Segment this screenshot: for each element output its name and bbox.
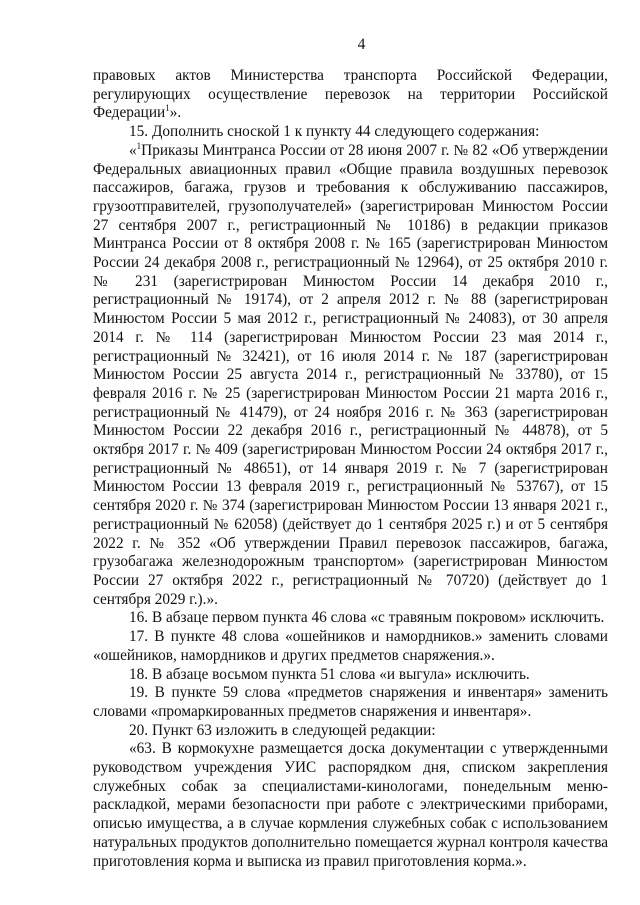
document-body	[93, 67, 608, 871]
footnote-body: Приказы Минтранса России от 28 июня 2007 г. № 82 «Об утверждении Федеральных авиационных правил «Общие правила воздушных перевозок пассажиров, багажа, грузов и требования к обслуживанию пассажиров, грузоотправителей, грузополучателей» (зарегистрирован Минюстом России 27 сентября 2007 г., регистрационный № 10186) в редакции приказов Минтранса России от 8 октября 2008 г. № 165 (зарегистрирован Минюстом России 24 декабря 2008 г., регистрационный № 12964), от 25 октября 2010 г. № 231 (зарегистрирован Минюстом России 14 декабря 2010 г., регистрационный № 19174), от 2 апреля 2012 г. № 88 (зарегистрирован Минюстом России 5 мая 2012 г., регистрационный № 24083), от 30 апреля 2014 г. № 114 (зарегистрирован Минюстом России 23 мая 2014 г., регистрационный № 32421), от 16 июля 2014 г. № 187 (зарегистрирован Минюстом России 25 августа 2014 г., регистрационный № 33780), от 15 февраля 2016 г. № 25 (зарегистрирован Минюстом России 21 марта 2016 г., регистрационный № 41479), от 24 ноября 2016 г. № 363 (зарегистрирован Минюстом России 22 декабря 2016 г., регистрационный № 44878), от 5 октября 2017 г. № 409 (зарегистрирован Минюстом России 24 октября 2017 г., регистрационный № 48651), от 14 января 2019 г. № 7 (зарегистрирован Минюстом России 13 февраля 2019 г., регистрационный № 53767), от 15 сентября 2020 г. № 374 (зарегистрирован Минюстом России 13 января 2021 г., регистрационный № 62058) (действует до 1 сентября 2025 г.) и от 5 сентября 2022 г. № 352 «Об утверждении Правил перевозок пассажиров, багажа, грузобагажа железнодорожным транспортом» (зарегистрирован Минюстом России 27 октября 2022 г., регистрационный № 70720) (действует до 1 сентября 2029 г.).».	[93, 141, 608, 608]
paragraph-item-18: 18. В абзаце восьмом пункта 51 слова «и выгула» исключить.	[129, 665, 530, 683]
paragraph-item-17: 17. В пункте 48 слова «ошейников и намордников.» заменить словами «ошейников, намордников и других предметов снаряжения.».	[93, 628, 608, 664]
paragraph-item-63: «63. В кормокухне размещается доска документации с утвержденными руководством учреждения УИС распорядком дня, списком закрепления служебных собак за специалистами-кинологами, понедельным меню-раскладкой, мерами безопасности при работе с электрическими приборами, описью имущества, а в случае кормления служебных собак с использованием натуральных продуктов дополнительно помещается журнал контроля качества приготовления корма и выписка из правил приготовления корма.».	[93, 740, 608, 870]
page-number: 4	[357, 36, 366, 53]
paragraph-item-20: 20. Пункт 63 изложить в следующей редакции:	[129, 721, 436, 739]
footnote-marker: 1	[136, 140, 142, 151]
paragraph-text: правовых актов Министерства транспорта Российской Федерации, регулирующих осуществление перевозок на территории Российской Федерации	[93, 67, 608, 122]
paragraph-item-15: 15. Дополнить сноской 1 к пункту 44 следующего содержания:	[129, 123, 540, 141]
paragraph-item-19: 19. В пункте 59 слова «предметов снаряжения и инвентаря» заменить словами «промаркированных предметов снаряжения и инвентаря».	[93, 684, 608, 720]
paragraph-continuation	[93, 67, 608, 123]
opening-quote: «	[129, 141, 137, 159]
paragraph-item-16: 16. В абзаце первом пункта 46 слова «с травяным покровом» исключить.	[129, 609, 605, 627]
paragraph-footnote-text	[93, 142, 608, 610]
paragraph-closing: ».	[169, 104, 182, 122]
footnote-marker: 1	[165, 103, 170, 114]
